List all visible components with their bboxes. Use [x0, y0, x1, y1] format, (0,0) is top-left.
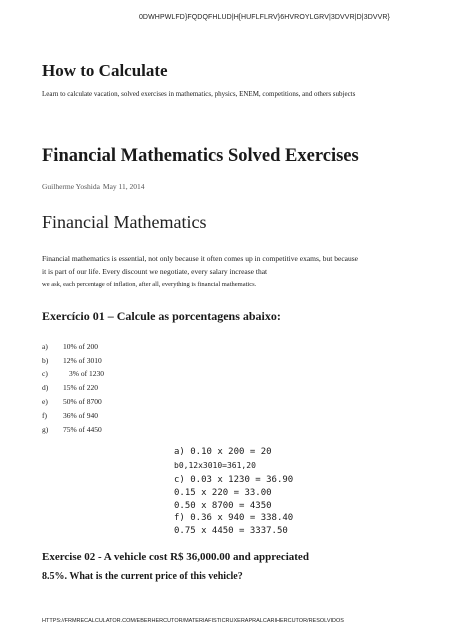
exercise-item — [42, 383, 98, 392]
post-title: Financial Mathematics Solved Exercises — [42, 146, 359, 166]
item-letter: d) — [42, 383, 49, 392]
exercise-1-heading: Exercício 01 – Calcule as porcentagens abaixo: — [42, 309, 281, 323]
item-letter: g) — [42, 425, 49, 434]
paragraph-text: Financial mathematics is essential, not only because it often comes up in competitive exams, but because it is part of our life. Every discount we negotiate, every salary increase that — [42, 254, 358, 276]
item-letter: f) — [42, 411, 47, 420]
exercise-2-heading-cont: 8.5%. What is the current price of this vehicle? — [42, 571, 243, 582]
item-letter: b) — [42, 356, 49, 365]
exercise-item — [42, 369, 104, 378]
post-date: May 11, 2014 — [102, 182, 145, 191]
answer-line: 0.50 x 8700 = 4350 — [174, 501, 272, 511]
exercise-2-heading: Exercise 02 - A vehicle cost R$ 36,000.00 and appreciated — [42, 551, 309, 563]
post-author[interactable]: Guilherme Yoshida — [42, 182, 100, 191]
header-url: 0DWHPWLFD}FQDQFHLUD|H[HUFLFLRV}6HVROYLGRV|3DVVR|D|3DVVR} — [138, 14, 390, 21]
footer-url: HTTPS://FRMRECALCULATOR.COM/EBERHERCUTOR/MATERIAFISTICRUXERAPRALCARIHERCUTOR/RESOLVIDOS — [42, 618, 344, 624]
answer-line: f) 0.36 x 940 = 338.40 — [174, 513, 294, 523]
exercise-item — [42, 342, 98, 351]
item-letter: a) — [42, 342, 48, 351]
item-text: 75% of 4450 — [63, 425, 102, 434]
exercise-item — [42, 425, 102, 434]
item-text: 50% of 8700 — [63, 397, 102, 406]
item-text: 3% of 1230 — [69, 369, 104, 378]
section-title: Financial Mathematics — [42, 212, 207, 232]
answer-line: c) 0.03 x 1230 = 36.90 — [174, 475, 294, 485]
answer-line: 0.75 x 4450 = 3337.50 — [174, 526, 288, 536]
item-text: 36% of 940 — [63, 411, 98, 420]
exercise-item — [42, 397, 102, 406]
site-title[interactable]: How to Calculate — [42, 61, 168, 80]
paragraph-text-end: we ask, each percentage of inflation, after all, everything is financial mathematics. — [42, 281, 257, 288]
item-text: 10% of 200 — [63, 342, 98, 351]
exercise-item — [42, 356, 102, 365]
item-text: 12% of 3010 — [63, 356, 102, 365]
item-letter: c) — [42, 369, 48, 378]
answer-line: 0.15 x 220 = 33.00 — [174, 488, 272, 498]
answer-line: a) 0.10 x 200 = 20 — [174, 447, 272, 457]
post-byline — [42, 182, 145, 191]
exercise-item — [42, 411, 98, 420]
answer-line: b0,12x3010=361,20 — [174, 461, 256, 470]
item-text: 15% of 220 — [63, 383, 98, 392]
site-description: Learn to calculate vacation, solved exercises in mathematics, physics, ENEM, competitions, and others subjects — [42, 90, 356, 98]
intro-paragraph — [42, 252, 358, 291]
item-letter: e) — [42, 397, 48, 406]
